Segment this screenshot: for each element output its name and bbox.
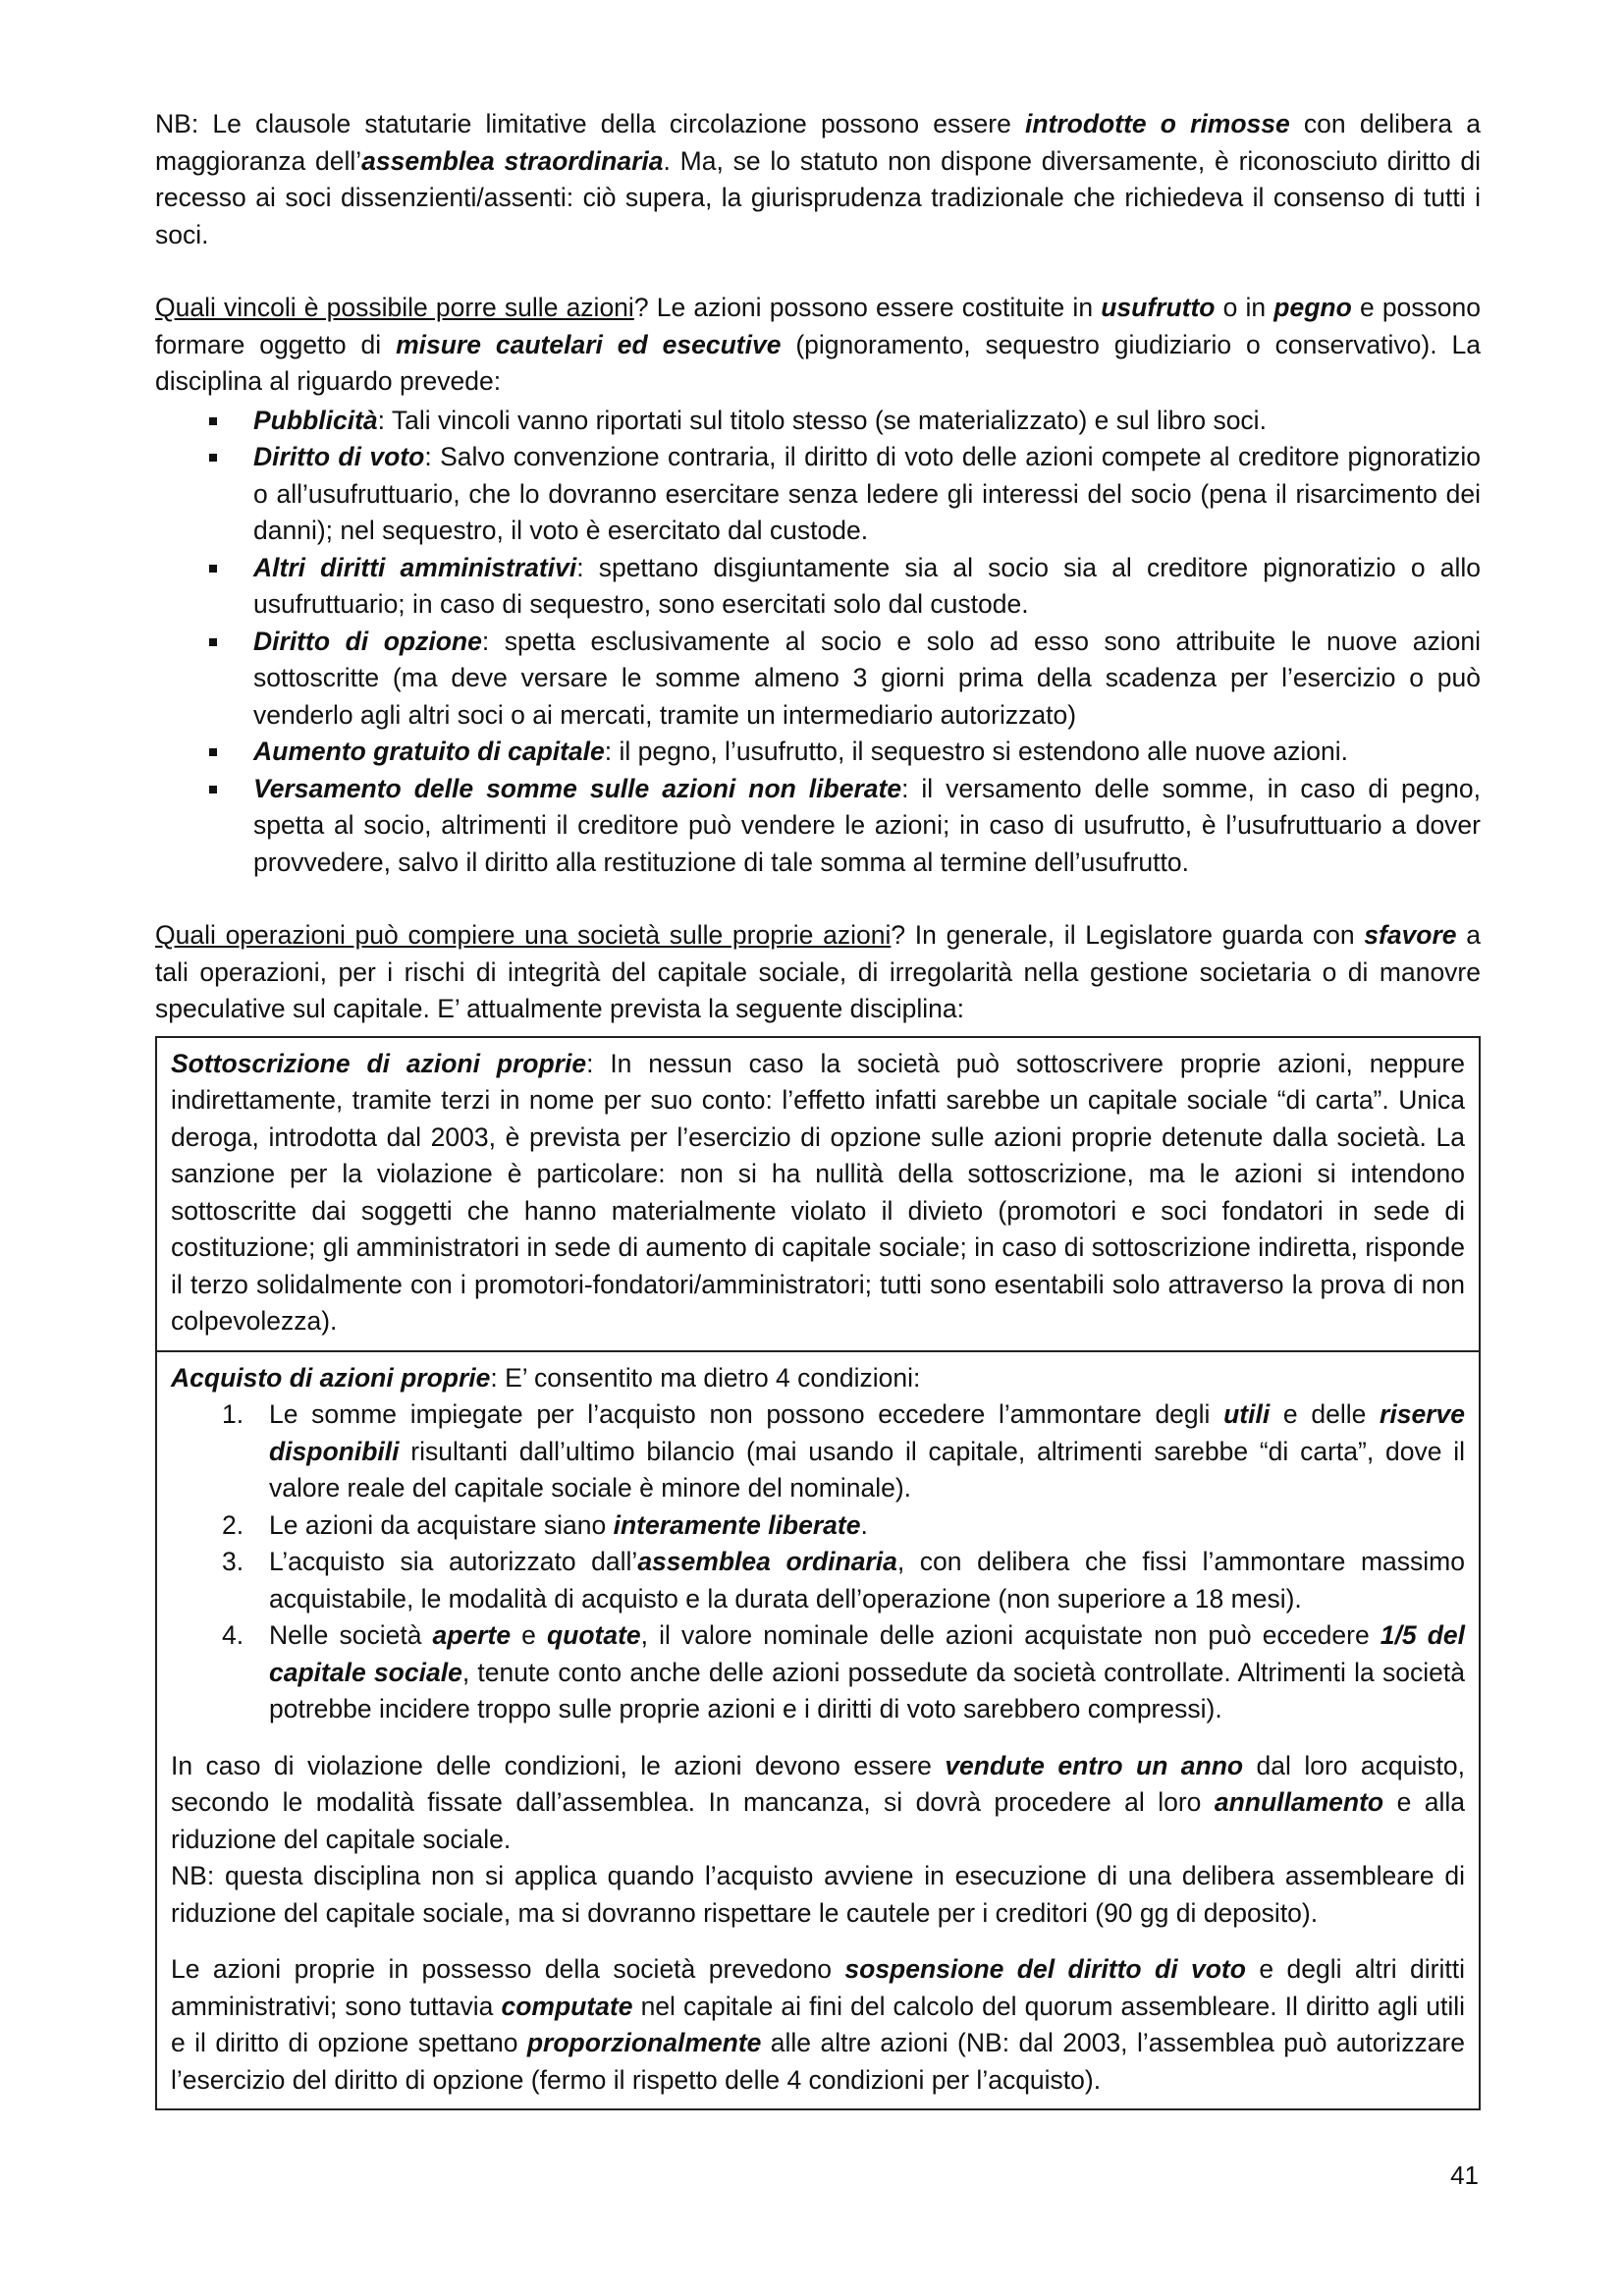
possesso-paragraph: Le azioni proprie in possesso della società prevedono sospensione del diritto di voto e degli altri diritti amministrativi; sono tuttavia computate nel capitale ai fini del calcolo del quorum assembleare. Il diritto agli utili e il diritto di opzione spettano proporzionalmente alle altre azioni (NB: dal 2003, l’assemblea può autorizzare l’esercizio del diritto di opzione (fermo il rispetto delle 4 condizioni per l’acquisto). <box>171 1954 1465 2095</box>
condizioni-list <box>171 1396 1465 1728</box>
list-item: Diritto di opzione: spetta esclusivamente al socio e solo ad esso sono attribuite le nuove azioni sottoscritte (ma deve versare le somme almeno 3 giorni prima della scadenza per l’esercizio o può venderlo agli altri soci o ai mercati, tramite un intermediario autorizzato) <box>155 624 1481 735</box>
vincoli-bullet-list <box>155 403 1481 882</box>
list-item: 3. L’acquisto sia autorizzato dall’assemblea ordinaria, con delibera che fissi l’ammontare massimo acquistabile, le modalità di acquisto e la durata dell’operazione (non superiore a 18 mesi). <box>222 1547 1465 1613</box>
list-item: Aumento gratuito di capitale: il pegno, l’usufrutto, il sequestro si estendono alle nuove azioni. <box>155 734 1481 771</box>
vincoli-question: Quali vincoli è possibile porre sulle azioni <box>155 293 634 322</box>
sottoscrizione-cell <box>157 1038 1479 1350</box>
list-item: Versamento delle somme sulle azioni non liberate: il versamento delle somme, in caso di pegno, spetta al socio, altrimenti il creditore può vendere le azioni; in caso di usufrutto, è l’usufruttuario a dover provvedere, salvo il diritto alla restituzione di tale somma al termine dell’usufrutto. <box>155 771 1481 882</box>
sottoscrizione-paragraph: Sottoscrizione di azioni proprie: In nessun caso la società può sottoscrivere proprie azioni, neppure indirettamente, tramite terzi in nome per suo conto: l’effetto infatti sarebbe un capitale sociale “di carta”. Unica deroga, introdotta dal 2003, è prevista per l’esercizio di opzione sulle azioni proprie detenute dalla società. La sanzione per la violazione è particolare: non si ha nullità della sottoscrizione, ma le azioni si intendono sottoscritte dai soggetti che hanno materialmente violato il divieto (promotori e soci fondatori in sede di costituzione; gli amministratori in sede di aumento di capitale sociale; in caso di sottoscrizione indiretta, risponde il terzo solidalmente con i promotori-fondatori/amministratori; tutti sono esentabili solo attraverso la prova di non colpevolezza). <box>171 1048 1465 1336</box>
violazione-paragraph: In caso di violazione delle condizioni, le azioni devono essere vendute entro un anno dal loro acquisto, secondo le modalità fissate dall’assemblea. In mancanza, si dovrà procedere al loro annullamento e alla riduzione del capitale sociale. <box>171 1750 1466 1854</box>
list-item: Pubblicità: Tali vincoli vanno riportati sul titolo stesso (se materializzato) e sul libro soci. <box>155 403 1481 440</box>
vincoli-paragraph: Quali vincoli è possibile porre sulle azioni? Le azioni possono essere costituite in usufrutto o in pegno e possono formare oggetto di misure cautelari ed esecutive (pignoramento, sequestro giudiziario o conservativo). La disciplina al riguardo prevede: <box>155 293 1482 396</box>
acquisto-intro: Acquisto di azioni proprie: E’ consentito ma dietro 4 condizioni: <box>171 1362 921 1393</box>
azioni-proprie-box <box>155 1036 1481 2111</box>
operazioni-question: Quali operazioni può compiere una società sulle proprie azioni <box>155 920 892 950</box>
operazioni-paragraph: Quali operazioni può compiere una società sulle proprie azioni? In generale, il Legislatore guarda con sfavore a tali operazioni, per i rischi di integrità del capitale sociale, di irregolarità nella gestione societaria o di manovre speculative sul capitale. E’ attualmente prevista la seguente disciplina: <box>155 920 1481 1023</box>
list-item: 2. Le azioni da acquistare siano interamente liberate. <box>222 1509 868 1540</box>
page-number: 41 <box>1450 2160 1479 2190</box>
acquisto-cell <box>157 1350 1479 2109</box>
document-page <box>155 106 1481 2110</box>
list-item: Diritto di voto: Salvo convenzione contraria, il diritto di voto delle azioni compete al creditore pignoratizio o all’usufruttuario, che lo dovranno esercitare senza ledere gli interessi del socio (pena il risarcimento dei danni); nel sequestro, il voto è esercitato dal custode. <box>155 439 1481 550</box>
list-item: Altri diritti amministrativi: spettano disgiuntamente sia al socio sia al creditore pignoratizio o allo usufruttuario; in caso di sequestro, sono esercitati solo dal custode. <box>155 550 1481 624</box>
list-item: 1. Le somme impiegate per l’acquisto non possono eccedere l’ammontare degli utili e delle riserve disponibili risultanti dall’ultimo bilancio (mai usando il capitale, altrimenti sarebbe “di carta”, dove il valore reale del capitale sociale è minore del nominale). <box>222 1399 1465 1503</box>
nb-clausole-paragraph: NB: Le clausole statutarie limitative della circolazione possono essere introdotte o rimosse con delibera a maggioranza dell’assemblea straordinaria. Ma, se lo statuto non dispone diversamente, è riconosciuto diritto di recesso ai soci dissenzienti/assenti: ciò supera, la giurisprudenza tradizionale che richiedeva il consenso di tutti i soci. <box>155 109 1481 249</box>
list-item: 4. Nelle società aperte e quotate, il valore nominale delle azioni acquistate non può eccedere 1/5 del capitale sociale, tenute conto anche delle azioni possedute da società controllate. Altrimenti la società potrebbe incidere troppo sulle proprie azioni e i diritti di voto sarebbero compressi). <box>222 1620 1466 1723</box>
nb-acquisto-paragraph: NB: questa disciplina non si applica quando l’acquisto avviene in esecuzione di una delibera assembleare di riduzione del capitale sociale, ma si dovranno rispettare le cautele per i creditori (90 gg di deposito). <box>171 1861 1465 1928</box>
